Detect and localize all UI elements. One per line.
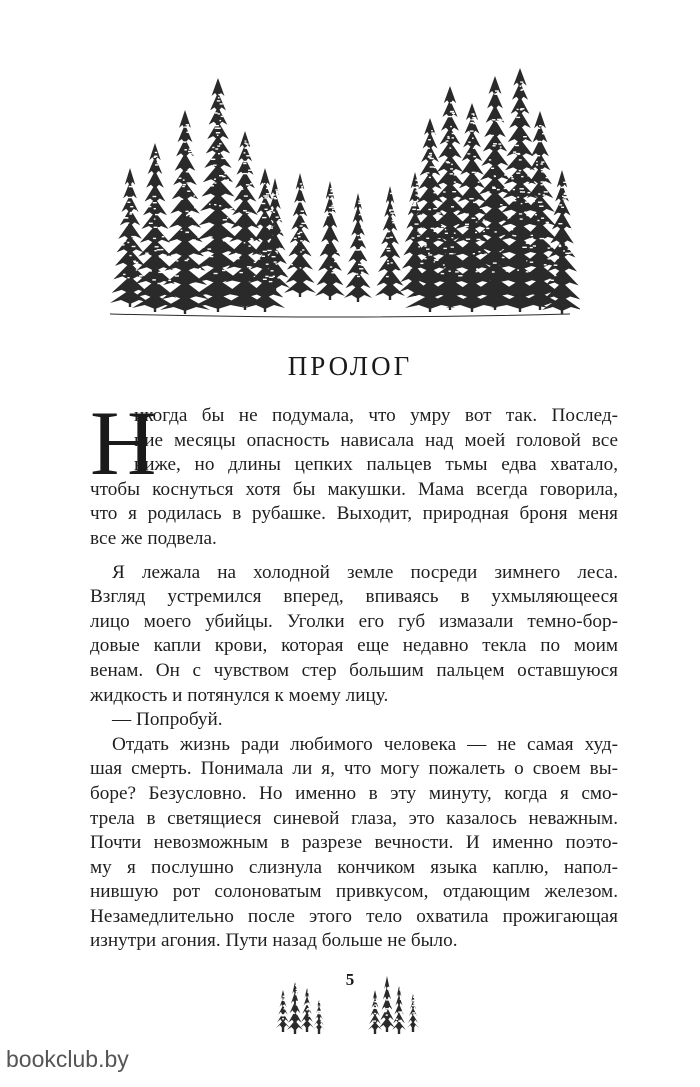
page-number: 5 xyxy=(345,970,355,989)
text-line: чтобы коснуться хотя бы макушки. Мама всегда говорила, xyxy=(90,478,618,500)
paragraph-4 xyxy=(90,733,618,954)
text-line: ние месяцы опасность нависала над моей головой все xyxy=(134,429,618,451)
text-line: ниже, но длины цепких пальцев тьмы едва хватало, xyxy=(134,454,618,476)
text-line: Отдать жизнь ради любимого человека — не самая худ- xyxy=(112,733,618,755)
text-line: му я послушно слизнула кончиком языка каплю, напол- xyxy=(90,856,618,878)
text-line: довые капли крови, которая еще недавно текла по моим xyxy=(90,635,618,657)
text-line: трела в светящиеся синевой глаза, это казалось неважным. xyxy=(90,807,618,829)
text-line: икогда бы не подумала, что умру вот так. Послед- xyxy=(134,405,618,426)
text-line: Взгляд устремился вперед, впиваясь в ухмыляющееся xyxy=(90,586,618,608)
spruce-tree xyxy=(392,986,406,1034)
dialogue-line: — Попробуй. xyxy=(112,709,223,731)
text-line: все же подвела. xyxy=(90,527,217,549)
spruce-tree xyxy=(300,988,314,1032)
paragraph-2 xyxy=(90,561,618,709)
spruce-tree xyxy=(160,110,210,314)
spruce-tree xyxy=(276,990,290,1032)
text-line: Я лежала на холодной земле посреди зимнего леса. xyxy=(112,561,618,583)
spruce-tree xyxy=(313,1000,325,1034)
text-line: жидкость и потянулся к моему лицу. xyxy=(90,684,389,706)
drop-cap: Н xyxy=(90,392,157,494)
spruce-tree xyxy=(284,173,316,297)
spruce-tree xyxy=(407,994,419,1032)
watermark: bookclub.by xyxy=(6,1046,129,1072)
spruce-tree xyxy=(315,181,345,300)
text-line: шая смерть. Понимала ли я, что могу пожалеть о своем вы- xyxy=(90,758,618,780)
paragraph-3 xyxy=(90,708,618,733)
text-line: Незамедлительно после этого тело охватила прожигающая xyxy=(90,905,618,927)
text-line: боре? Безусловно. Но именно в эту минуту, когда я смо- xyxy=(90,782,618,804)
text-line: Почти невозможным в разрезе вечности. И именно поэто- xyxy=(90,832,618,854)
text-line: лицо моего убийцы. Уголки его губ измазали темно-бор- xyxy=(90,610,618,632)
spruce-tree xyxy=(375,186,405,300)
forest-illustration xyxy=(100,68,580,330)
paragraph-1 xyxy=(90,392,618,552)
text-line: изнутри агония. Пути назад больше не было. xyxy=(90,930,458,952)
text-line: венам. Он с чувством стер большим пальцем оставшуюся xyxy=(90,659,618,681)
text-line: нившую рот солоноватым привкусом, отдающим железом. xyxy=(90,881,618,903)
body-text xyxy=(90,392,618,954)
spruce-tree xyxy=(344,193,372,302)
spruce-tree xyxy=(110,168,150,307)
spruce-tree xyxy=(368,990,382,1034)
text-line: что я родилась в рубашке. Выходит, природная броня меня xyxy=(90,503,618,525)
chapter-title: ПРОЛОГ xyxy=(287,351,413,381)
